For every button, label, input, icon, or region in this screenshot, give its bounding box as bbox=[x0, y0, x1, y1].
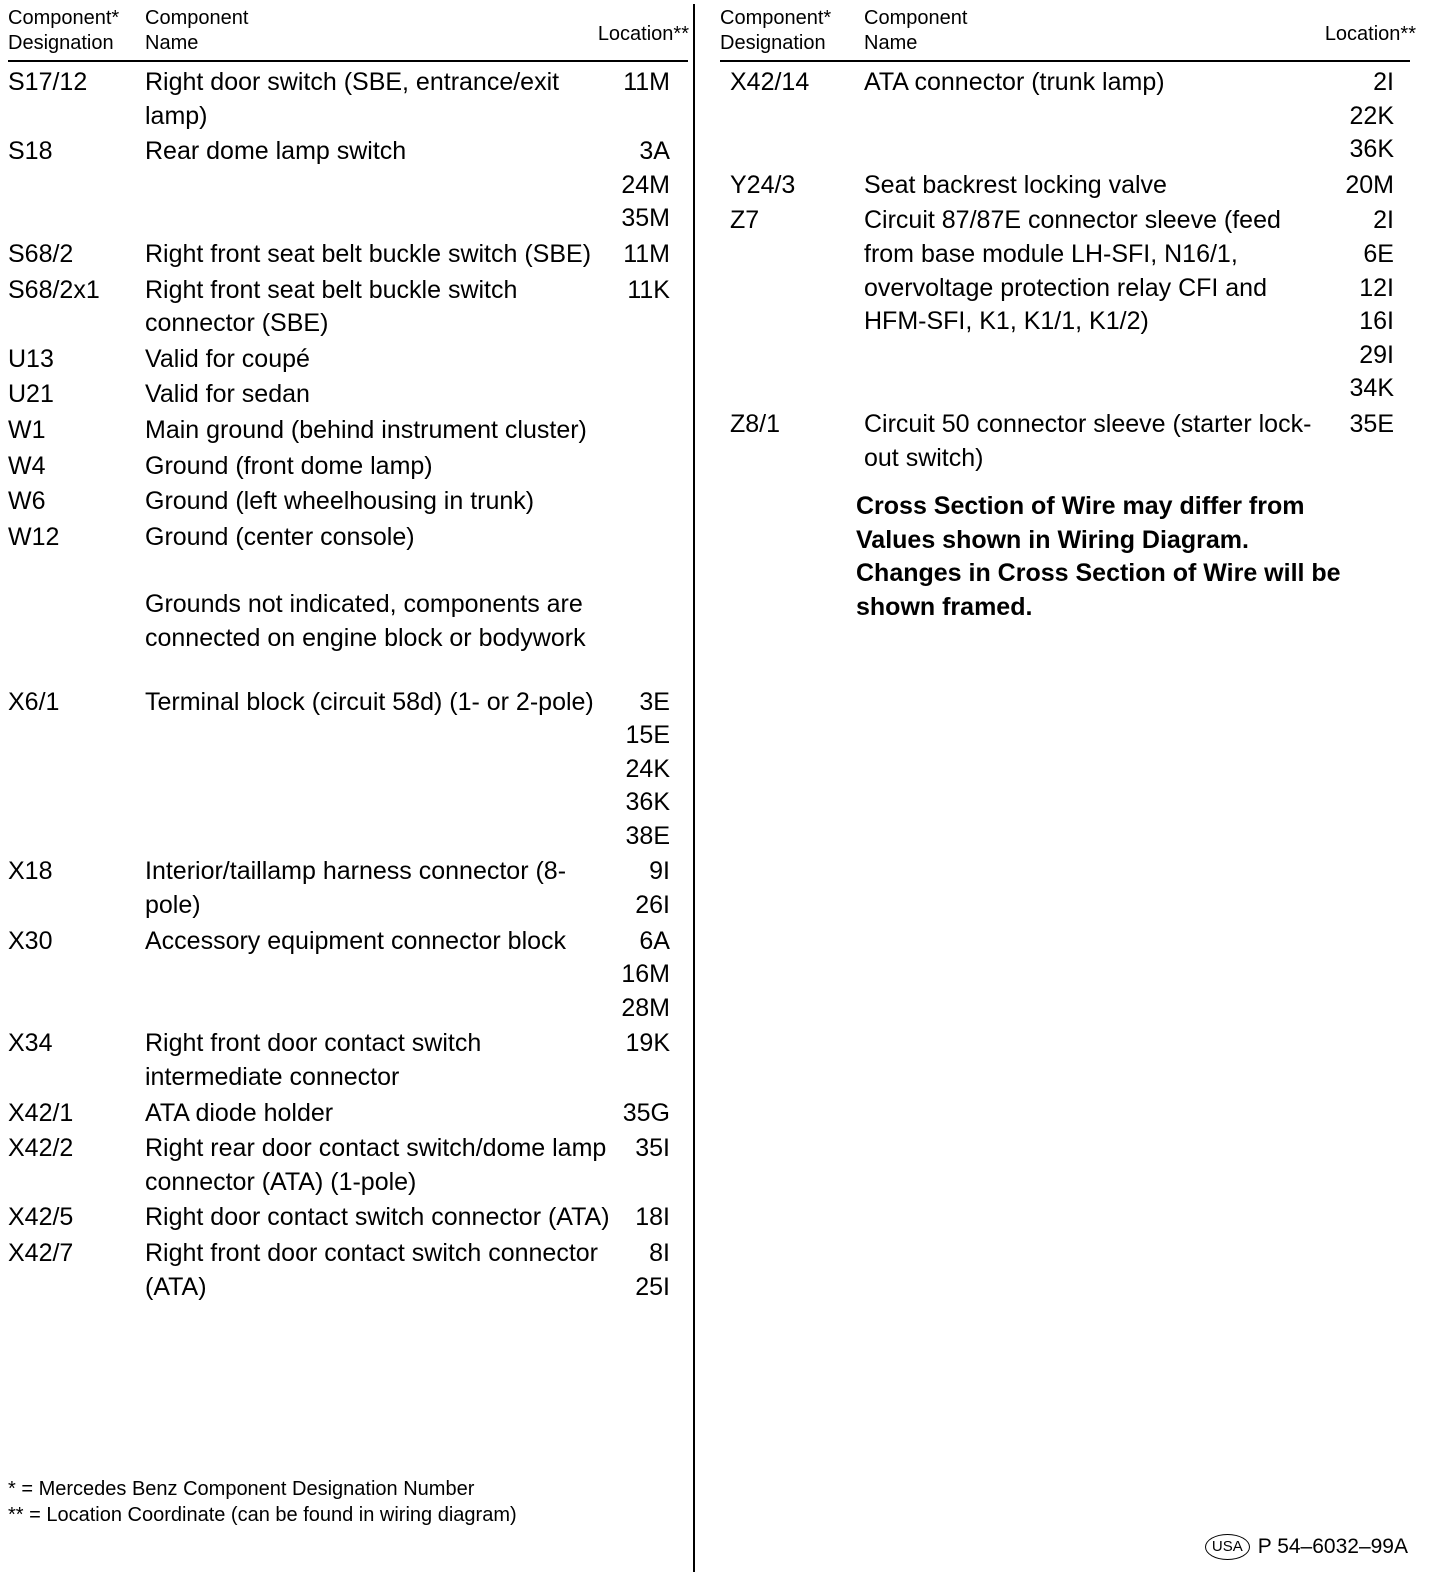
right-rows bbox=[720, 66, 1410, 475]
component-name: Right front seat belt buckle switch (SBE) bbox=[145, 239, 592, 268]
location-coordinate: 12I bbox=[1359, 273, 1394, 302]
location-list bbox=[619, 521, 688, 555]
left-rows-2 bbox=[8, 686, 688, 1305]
location-list bbox=[619, 855, 688, 922]
component-designation: X42/2 bbox=[8, 1134, 74, 1163]
location-coordinate: 2I bbox=[1373, 206, 1394, 235]
component-designation: U21 bbox=[8, 380, 54, 409]
component-name: Right front door contact switch intermediate connector bbox=[145, 1029, 482, 1092]
location-coordinate: 29I bbox=[1359, 340, 1394, 369]
left-column bbox=[8, 0, 688, 1306]
component-name: Accessory equipment connector block bbox=[145, 926, 567, 955]
table-row bbox=[8, 66, 688, 133]
location-list bbox=[1320, 204, 1410, 406]
location-list bbox=[619, 274, 688, 341]
header-designation: Component* Designation bbox=[720, 7, 832, 54]
right-table-header bbox=[720, 0, 1416, 62]
location-coordinate: 35I bbox=[635, 1134, 670, 1163]
component-name: Ground (left wheelhousing in trunk) bbox=[145, 487, 535, 516]
header-designation: Component* Designation bbox=[8, 7, 120, 54]
table-row bbox=[8, 686, 688, 854]
location-coordinate: 18I bbox=[635, 1203, 670, 1232]
component-designation: X42/7 bbox=[8, 1239, 74, 1267]
component-designation: Z7 bbox=[730, 206, 760, 235]
location-coordinate: 8I bbox=[649, 1239, 670, 1267]
header-name: Component Name bbox=[145, 7, 249, 54]
table-row bbox=[8, 1027, 688, 1094]
component-designation: X42/5 bbox=[8, 1203, 74, 1232]
location-list bbox=[1320, 66, 1410, 167]
location-list bbox=[619, 1027, 688, 1094]
location-coordinate: 35M bbox=[621, 204, 670, 233]
location-coordinate: 16I bbox=[1359, 307, 1394, 336]
location-coordinate: 20M bbox=[1345, 170, 1394, 199]
location-coordinate: 11M bbox=[623, 239, 670, 268]
component-designation: W12 bbox=[8, 522, 60, 551]
location-coordinate: 22K bbox=[1349, 101, 1394, 130]
component-name: Rear dome lamp switch bbox=[145, 137, 407, 166]
left-table-header bbox=[8, 0, 688, 62]
location-list bbox=[619, 686, 688, 854]
table-row bbox=[8, 1097, 688, 1131]
location-list bbox=[619, 66, 688, 133]
location-list bbox=[619, 925, 688, 1026]
footnote-designation: * = Mercedes Benz Component Designation Number bbox=[8, 1478, 475, 1500]
location-coordinate: 35E bbox=[1349, 409, 1394, 438]
component-designation: X18 bbox=[8, 857, 53, 886]
location-coordinate: 11K bbox=[627, 275, 670, 304]
location-coordinate: 11M bbox=[623, 68, 670, 96]
component-name: Ground (front dome lamp) bbox=[145, 451, 433, 480]
component-name: ATA diode holder bbox=[145, 1098, 334, 1127]
component-designation: X30 bbox=[8, 926, 53, 955]
location-list bbox=[619, 450, 688, 484]
location-coordinate: 19K bbox=[625, 1029, 670, 1058]
location-list bbox=[619, 343, 688, 377]
location-coordinate: 38E bbox=[625, 821, 670, 850]
component-name: Circuit 87/87E connector sleeve (feed from base module LH-SFI, N16/1, overvoltage protection relay CFI and HFM-SFI, K1, K1/1, K1/2) bbox=[864, 206, 1281, 336]
location-coordinate: 26I bbox=[635, 891, 670, 920]
left-rows bbox=[8, 66, 688, 554]
table-row bbox=[720, 66, 1410, 167]
table-row bbox=[8, 378, 688, 412]
grounds-note: Grounds not indicated, components are connected on engine block or bodywork bbox=[145, 590, 586, 652]
location-list bbox=[1320, 169, 1410, 203]
table-row bbox=[720, 408, 1410, 475]
location-coordinate: 25I bbox=[635, 1272, 670, 1301]
table-row bbox=[8, 274, 688, 341]
location-list bbox=[619, 1132, 688, 1199]
location-coordinate: 36K bbox=[625, 788, 670, 817]
location-coordinate: 6E bbox=[1363, 239, 1394, 268]
component-name: Valid for sedan bbox=[145, 380, 310, 409]
location-list bbox=[619, 485, 688, 519]
footnote-location: ** = Location Coordinate (can be found in wiring diagram) bbox=[8, 1504, 517, 1526]
usa-badge-icon: USA bbox=[1205, 1534, 1250, 1560]
component-name: Main ground (behind instrument cluster) bbox=[145, 415, 587, 444]
component-designation: X42/1 bbox=[8, 1098, 74, 1127]
location-coordinate: 2I bbox=[1373, 68, 1394, 96]
table-row bbox=[720, 204, 1410, 406]
component-designation: S17/12 bbox=[8, 68, 88, 96]
location-coordinate: 34K bbox=[1349, 374, 1394, 403]
location-list bbox=[619, 1237, 688, 1304]
component-name: Terminal block (circuit 58d) (1- or 2-pole) bbox=[145, 687, 594, 716]
component-designation: W4 bbox=[8, 451, 46, 480]
figure-code: P 54–6032–99A bbox=[1257, 1535, 1408, 1558]
component-name: Right front door contact switch connector (ATA) bbox=[145, 1239, 599, 1301]
location-list bbox=[619, 135, 688, 236]
component-designation: S18 bbox=[8, 137, 53, 166]
component-designation: Y24/3 bbox=[730, 170, 796, 199]
component-name: Seat backrest locking valve bbox=[864, 170, 1167, 199]
location-list bbox=[619, 1097, 688, 1131]
component-name: Right door contact switch connector (ATA) bbox=[145, 1203, 610, 1232]
location-list bbox=[619, 238, 688, 272]
component-name: Valid for coupé bbox=[145, 344, 310, 373]
table-row bbox=[8, 855, 688, 922]
component-designation: U13 bbox=[8, 344, 54, 373]
table-row bbox=[720, 169, 1410, 203]
table-row bbox=[8, 925, 688, 1026]
location-coordinate: 6A bbox=[639, 926, 670, 955]
table-row bbox=[8, 485, 688, 519]
component-name: Circuit 50 connector sleeve (starter lock-out switch) bbox=[864, 409, 1312, 472]
location-list bbox=[619, 414, 688, 448]
table-row bbox=[8, 135, 688, 236]
component-designation: X34 bbox=[8, 1029, 53, 1058]
component-designation: W6 bbox=[8, 487, 46, 516]
location-coordinate: 3A bbox=[639, 137, 670, 166]
location-coordinate: 28M bbox=[621, 993, 670, 1022]
table-row bbox=[8, 450, 688, 484]
location-coordinate: 9I bbox=[649, 857, 670, 886]
location-coordinate: 16M bbox=[621, 960, 670, 989]
component-name: Ground (center console) bbox=[145, 522, 415, 551]
location-coordinate: 35G bbox=[622, 1098, 670, 1127]
location-coordinate: 3E bbox=[639, 687, 670, 716]
component-designation: X6/1 bbox=[8, 687, 60, 716]
location-coordinate: 15E bbox=[625, 721, 670, 750]
header-name: Component Name bbox=[864, 7, 968, 54]
component-designation: S68/2 bbox=[8, 239, 74, 268]
location-coordinate: 24M bbox=[621, 170, 670, 199]
location-list bbox=[619, 378, 688, 412]
table-row bbox=[8, 1132, 688, 1199]
column-divider bbox=[693, 4, 695, 1572]
figure-reference bbox=[1205, 1532, 1408, 1562]
component-designation: W1 bbox=[8, 415, 46, 444]
component-name: Right rear door contact switch/dome lamp connector (ATA) (1-pole) bbox=[145, 1134, 607, 1196]
table-row bbox=[8, 1201, 688, 1235]
table-row bbox=[8, 521, 688, 555]
table-row bbox=[8, 238, 688, 272]
location-list bbox=[619, 1201, 688, 1235]
location-coordinate: 36K bbox=[1349, 135, 1394, 164]
location-coordinate: 24K bbox=[625, 754, 670, 783]
header-location: Location** bbox=[597, 23, 689, 45]
right-column bbox=[720, 0, 1416, 477]
header-location: Location** bbox=[1324, 23, 1416, 45]
component-designation: X42/14 bbox=[730, 68, 810, 96]
table-row bbox=[8, 414, 688, 448]
component-designation: S68/2x1 bbox=[8, 275, 100, 304]
table-row bbox=[8, 1237, 688, 1304]
footnotes bbox=[8, 1476, 517, 1528]
component-name: ATA connector (trunk lamp) bbox=[864, 68, 1165, 96]
component-name: Right door switch (SBE, entrance/exit lamp) bbox=[145, 68, 560, 130]
location-list bbox=[1320, 408, 1410, 475]
table-row bbox=[8, 343, 688, 377]
component-designation: Z8/1 bbox=[730, 409, 781, 438]
component-name: Right front seat belt buckle switch connector (SBE) bbox=[145, 275, 518, 338]
wire-cross-section-note: Cross Section of Wire may differ from Values shown in Wiring Diagram. Changes in Cross Section of Wire will be shown framed. bbox=[856, 492, 1341, 621]
component-name: Interior/taillamp harness connector (8-pole) bbox=[145, 857, 567, 920]
